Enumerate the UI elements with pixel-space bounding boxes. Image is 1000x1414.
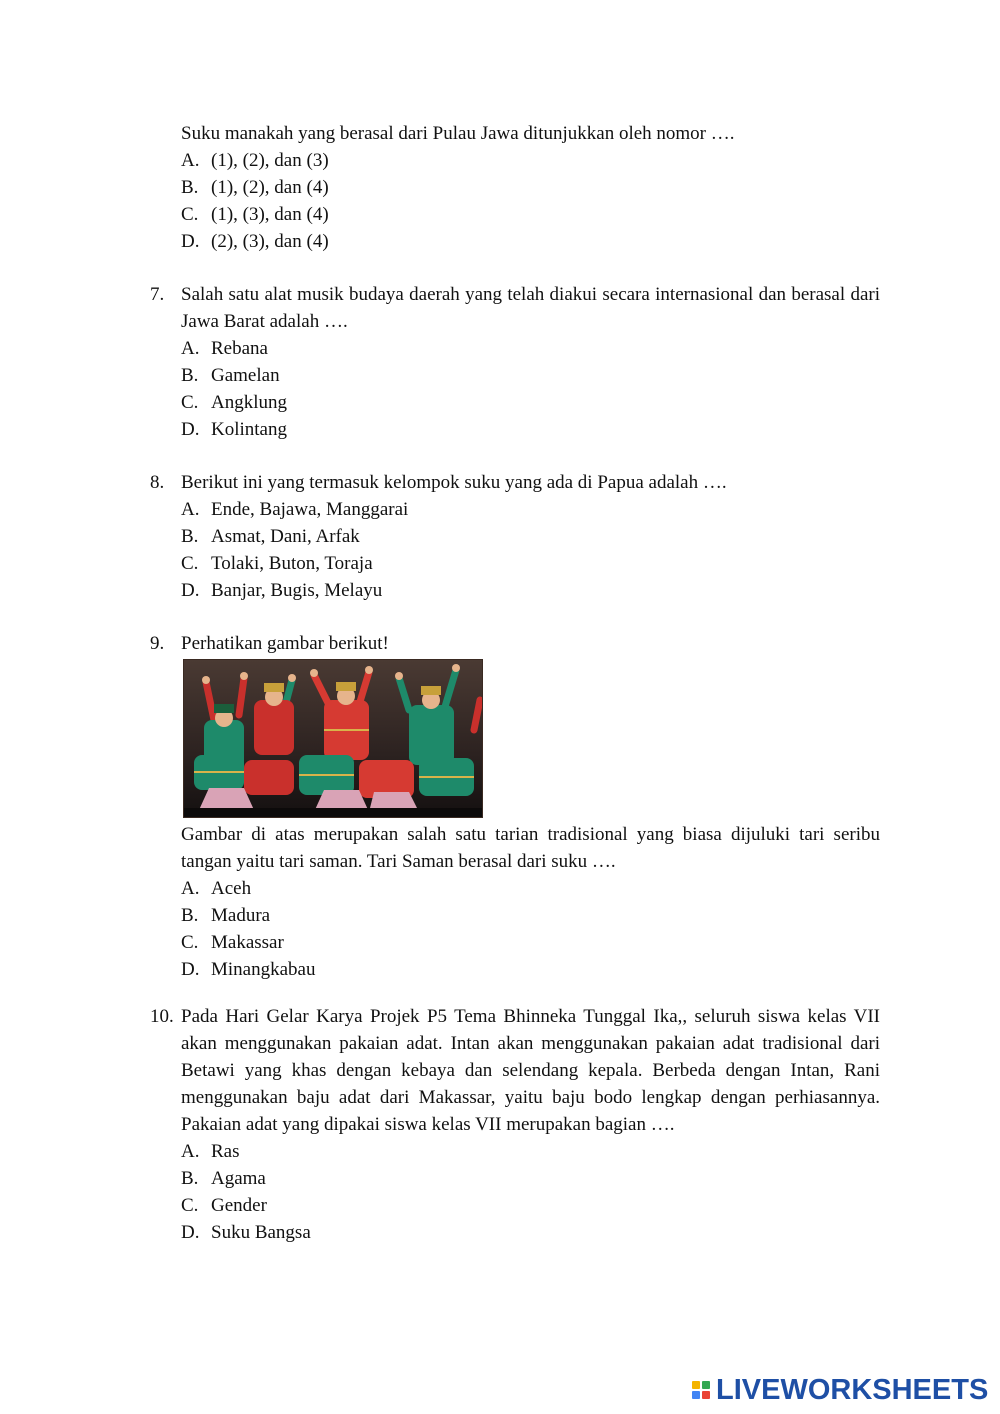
brand-name: LIVEWORKSHEETS bbox=[716, 1374, 989, 1406]
option-text: Angklung bbox=[211, 392, 287, 413]
option-letter: A. bbox=[181, 338, 200, 359]
option-letter: D. bbox=[181, 1222, 200, 1243]
option-a[interactable] bbox=[181, 1138, 880, 1165]
option-letter: C. bbox=[181, 204, 199, 225]
question-text: Pada Hari Gelar Karya Projek P5 Tema Bhinneka Tunggal Ika,, seluruh siswa kelas VII akan menggunakan pakaian adat. Intan akan menggunakan pakaian adat tradisional dari Betawi yang khas dengan kebaya dan selendang kepala. Berbeda dengan Intan, Rani menggunakan baju adat dari Makassar, yaitu baju bodo lengkap dengan perhiasannya. Pakaian adat yang dipakai siswa kelas VII merupakan bagian …. bbox=[181, 1006, 880, 1135]
option-text: Banjar, Bugis, Melayu bbox=[211, 580, 383, 601]
option-text: Gender bbox=[211, 1195, 267, 1216]
option-text: Gamelan bbox=[211, 365, 280, 386]
option-text: Ende, Bajawa, Manggarai bbox=[211, 499, 409, 520]
option-a[interactable] bbox=[181, 875, 880, 902]
question-6 bbox=[150, 120, 880, 255]
option-text: Madura bbox=[211, 905, 271, 926]
question-number: 7. bbox=[150, 284, 165, 305]
question-text: Suku manakah yang berasal dari Pulau Jawa ditunjukkan oleh nomor …. bbox=[181, 123, 735, 144]
liveworksheets-logo[interactable] bbox=[692, 1375, 988, 1405]
option-text: Minangkabau bbox=[211, 959, 316, 980]
option-a[interactable] bbox=[181, 147, 880, 174]
question-7 bbox=[150, 281, 880, 443]
option-letter: A. bbox=[181, 1141, 200, 1162]
question-9 bbox=[150, 630, 880, 983]
option-a[interactable] bbox=[181, 335, 880, 362]
option-text: Kolintang bbox=[211, 419, 287, 440]
option-c[interactable] bbox=[181, 550, 880, 577]
option-letter: C. bbox=[181, 392, 199, 413]
options-list bbox=[181, 1138, 880, 1246]
options-list bbox=[181, 496, 880, 604]
option-text: Ras bbox=[211, 1141, 240, 1162]
option-letter: B. bbox=[181, 1168, 199, 1189]
question-number: 8. bbox=[150, 472, 165, 493]
option-text: Rebana bbox=[211, 338, 268, 359]
option-d[interactable] bbox=[181, 1219, 880, 1246]
option-text: Agama bbox=[211, 1168, 266, 1189]
option-b[interactable] bbox=[181, 902, 880, 929]
option-letter: D. bbox=[181, 959, 200, 980]
option-c[interactable] bbox=[181, 929, 880, 956]
option-letter: C. bbox=[181, 932, 199, 953]
options-list bbox=[181, 147, 880, 255]
saman-dance-photo bbox=[183, 659, 483, 818]
question-number: 10. bbox=[150, 1006, 174, 1027]
option-letter: D. bbox=[181, 419, 200, 440]
option-letter: D. bbox=[181, 231, 200, 252]
option-letter: A. bbox=[181, 499, 200, 520]
option-c[interactable] bbox=[181, 389, 880, 416]
option-letter: A. bbox=[181, 878, 200, 899]
question-caption: Gambar di atas merupakan salah satu tarian tradisional yang biasa dijuluki tari seribu tangan yaitu tari saman. Tari Saman berasal dari suku …. bbox=[181, 824, 880, 872]
option-c[interactable] bbox=[181, 1192, 880, 1219]
options-list bbox=[181, 875, 880, 983]
question-10 bbox=[150, 1003, 880, 1246]
option-text: Tolaki, Buton, Toraja bbox=[211, 553, 373, 574]
option-d[interactable] bbox=[181, 577, 880, 604]
option-b[interactable] bbox=[181, 523, 880, 550]
option-letter: B. bbox=[181, 905, 199, 926]
question-text: Perhatikan gambar berikut! bbox=[181, 633, 389, 654]
option-a[interactable] bbox=[181, 496, 880, 523]
question-text: Salah satu alat musik budaya daerah yang telah diakui secara internasional dan berasal dari Jawa Barat adalah …. bbox=[181, 284, 880, 332]
option-letter: B. bbox=[181, 526, 199, 547]
option-text: Aceh bbox=[211, 878, 252, 899]
option-d[interactable] bbox=[181, 228, 880, 255]
option-b[interactable] bbox=[181, 174, 880, 201]
option-b[interactable] bbox=[181, 1165, 880, 1192]
option-d[interactable] bbox=[181, 416, 880, 443]
question-text: Berikut ini yang termasuk kelompok suku yang ada di Papua adalah …. bbox=[181, 472, 727, 493]
option-text: Makassar bbox=[211, 932, 284, 953]
option-text: (1), (2), dan (4) bbox=[211, 177, 329, 198]
question-number: 9. bbox=[150, 633, 165, 654]
option-letter: C. bbox=[181, 1195, 199, 1216]
option-letter: D. bbox=[181, 580, 200, 601]
option-letter: C. bbox=[181, 553, 199, 574]
option-b[interactable] bbox=[181, 362, 880, 389]
option-letter: B. bbox=[181, 177, 199, 198]
option-text: (2), (3), dan (4) bbox=[211, 231, 329, 252]
option-text: (1), (2), dan (3) bbox=[211, 150, 329, 171]
option-d[interactable] bbox=[181, 956, 880, 983]
options-list bbox=[181, 335, 880, 443]
option-letter: B. bbox=[181, 365, 199, 386]
option-letter: A. bbox=[181, 150, 200, 171]
option-text: Suku Bangsa bbox=[211, 1222, 311, 1243]
liveworksheets-logo-icon bbox=[692, 1381, 710, 1399]
option-c[interactable] bbox=[181, 201, 880, 228]
option-text: (1), (3), dan (4) bbox=[211, 204, 329, 225]
option-text: Asmat, Dani, Arfak bbox=[211, 526, 360, 547]
question-8 bbox=[150, 469, 880, 604]
question-number bbox=[150, 120, 181, 147]
